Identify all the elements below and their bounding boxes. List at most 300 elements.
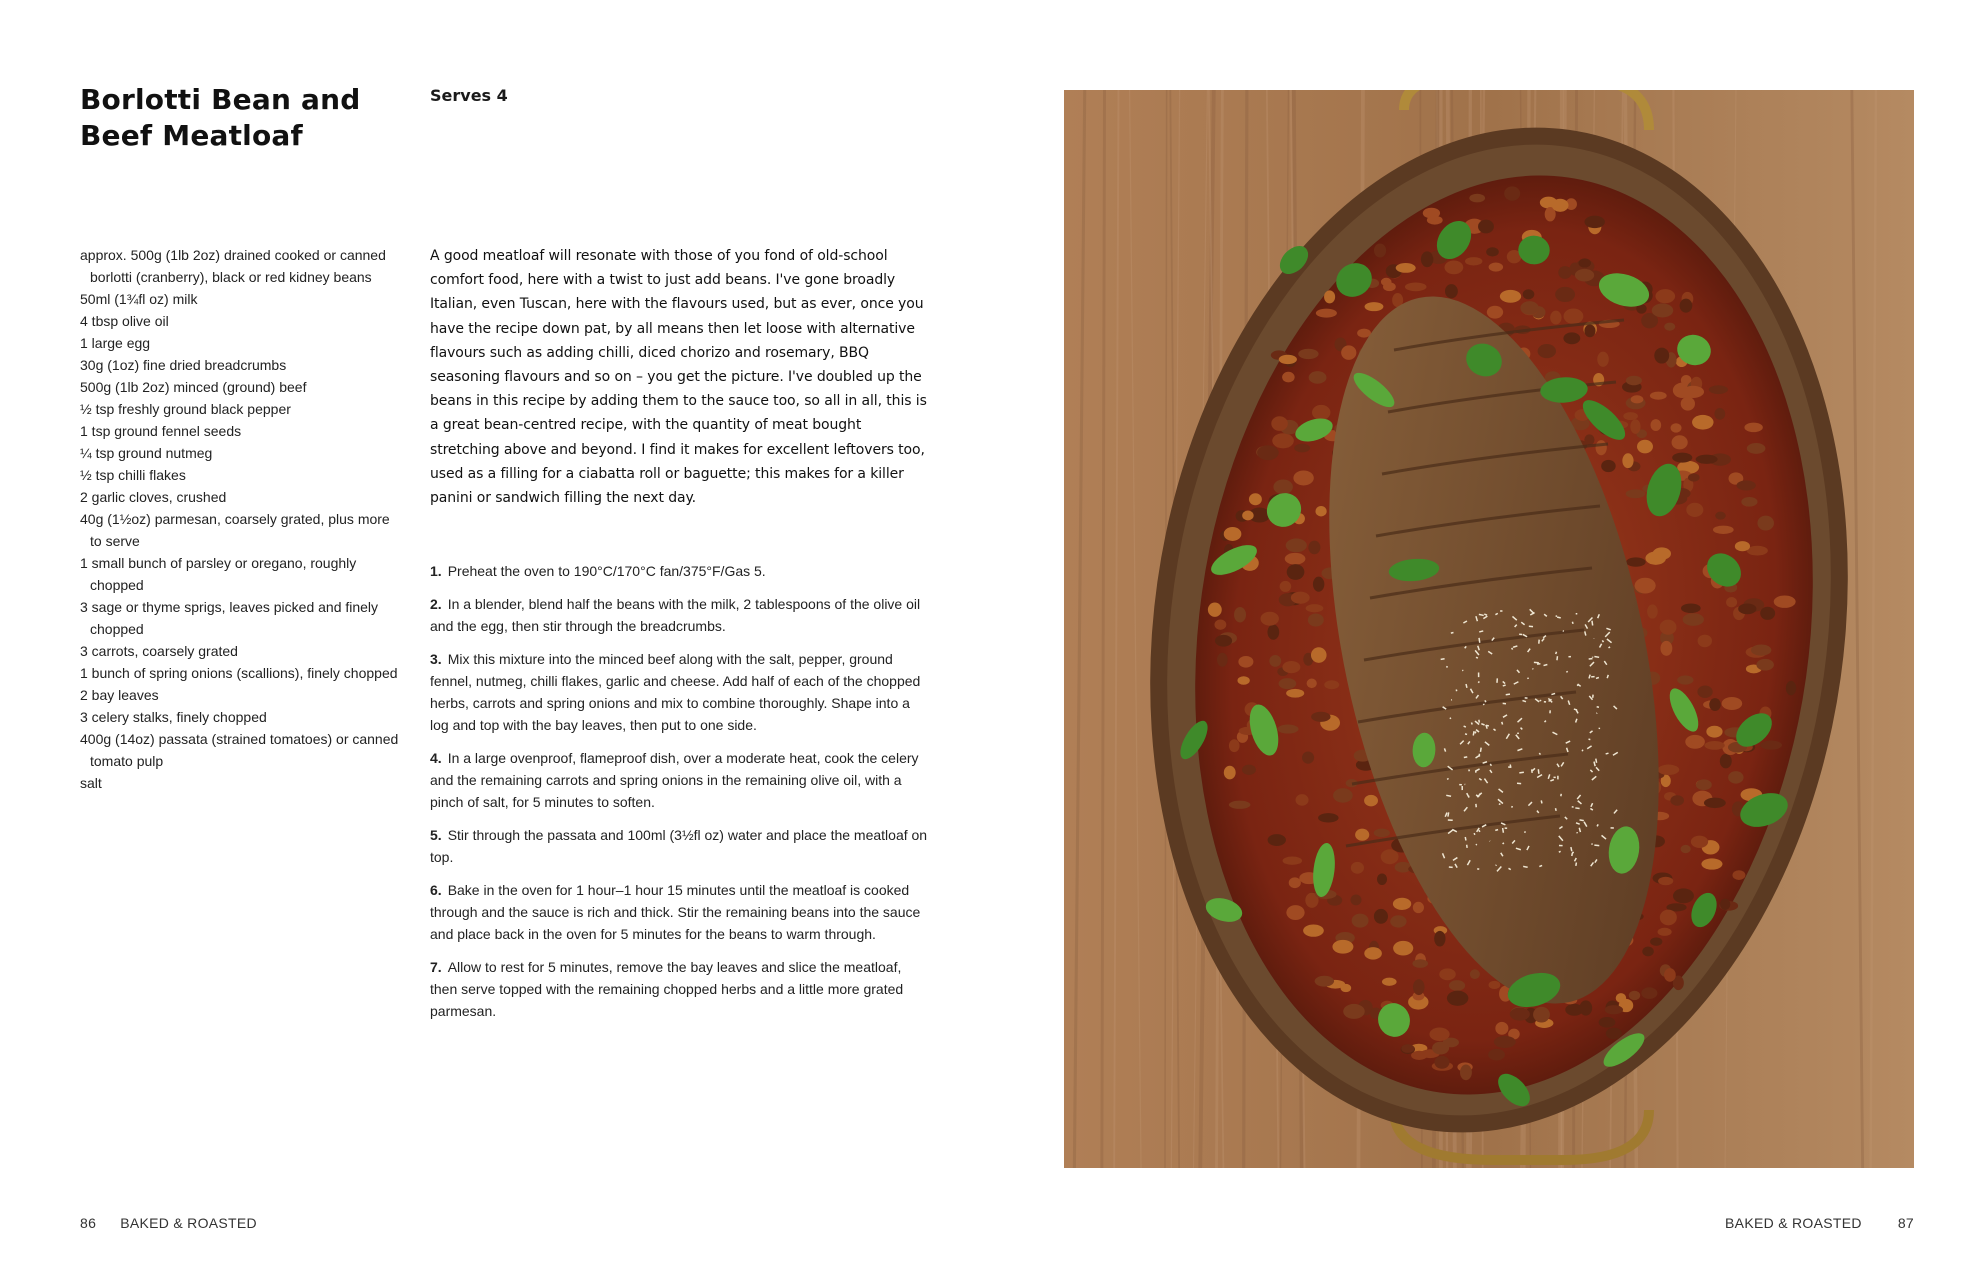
bean xyxy=(1626,489,1646,498)
bean xyxy=(1652,303,1674,317)
bean xyxy=(1298,349,1318,359)
bean xyxy=(1312,405,1330,420)
step-number: 2. xyxy=(430,596,442,612)
parmesan-shred xyxy=(1474,833,1475,835)
bean xyxy=(1728,771,1743,783)
ingredient-item: 500g (1lb 2oz) minced (ground) beef xyxy=(80,379,307,395)
parmesan-shred xyxy=(1502,722,1503,725)
bean xyxy=(1606,1028,1622,1040)
ingredient-list xyxy=(80,244,400,794)
bean xyxy=(1494,1036,1516,1048)
bean xyxy=(1626,376,1642,386)
section-name-left: BAKED & ROASTED xyxy=(120,1215,257,1231)
bean xyxy=(1622,453,1633,468)
bean xyxy=(1681,845,1691,853)
bean xyxy=(1279,678,1297,689)
bean xyxy=(1374,829,1390,838)
parmesan-shred xyxy=(1539,753,1540,754)
bean xyxy=(1234,607,1246,622)
parmesan-shred xyxy=(1592,621,1593,626)
bean xyxy=(1510,1008,1530,1021)
bean xyxy=(1249,493,1262,505)
bean xyxy=(1208,603,1222,617)
parmesan-shred xyxy=(1541,800,1542,803)
parmesan-shred xyxy=(1532,769,1533,773)
bean xyxy=(1350,894,1361,905)
bean xyxy=(1282,372,1295,383)
parmesan-shred xyxy=(1602,640,1603,642)
bean xyxy=(1311,647,1327,663)
bean xyxy=(1623,412,1638,420)
bean xyxy=(1732,870,1745,880)
bean xyxy=(1579,1000,1592,1015)
bean xyxy=(1489,262,1504,271)
method-step xyxy=(430,560,932,582)
bean xyxy=(1286,689,1304,698)
bean xyxy=(1584,216,1604,228)
bean xyxy=(1237,676,1249,685)
bean xyxy=(1741,497,1757,507)
parmesan-shred xyxy=(1503,828,1504,833)
bean xyxy=(1267,625,1279,640)
method-step xyxy=(430,824,932,868)
bean xyxy=(1673,888,1694,903)
bean xyxy=(1599,1017,1616,1028)
bean xyxy=(1760,741,1782,750)
bean xyxy=(1756,659,1774,671)
parmesan-shred xyxy=(1503,843,1504,844)
bean xyxy=(1242,511,1253,521)
bean xyxy=(1670,795,1684,806)
parmesan-shred xyxy=(1479,614,1484,615)
bean xyxy=(1655,289,1675,303)
bean xyxy=(1382,978,1397,986)
bean xyxy=(1429,1027,1449,1041)
bean xyxy=(1308,613,1324,626)
parmesan-shred xyxy=(1465,837,1466,841)
bean xyxy=(1302,752,1314,764)
bean xyxy=(1434,1056,1449,1069)
parmesan-shred xyxy=(1556,808,1557,811)
bean xyxy=(1413,902,1424,913)
parmesan-shred xyxy=(1607,675,1608,678)
bean xyxy=(1439,968,1456,980)
parmesan-shred xyxy=(1466,684,1467,688)
bean xyxy=(1215,635,1232,647)
bean xyxy=(1377,873,1387,885)
method-step xyxy=(430,747,932,813)
bean xyxy=(1308,541,1320,555)
bean xyxy=(1630,419,1640,434)
parmesan-shred xyxy=(1479,631,1483,632)
parmesan-shred xyxy=(1446,795,1451,796)
bean xyxy=(1701,858,1722,869)
bean xyxy=(1626,557,1646,566)
parmesan-shred xyxy=(1522,701,1525,702)
bean xyxy=(1396,263,1416,273)
ingredient-item: 50ml (1¾fl oz) milk xyxy=(80,291,198,307)
parmesan-shred xyxy=(1483,704,1484,705)
parmesan-shred xyxy=(1571,847,1572,851)
parmesan-shred xyxy=(1539,865,1542,866)
bean xyxy=(1364,795,1378,806)
bean xyxy=(1658,765,1680,775)
bean xyxy=(1374,909,1388,924)
bean xyxy=(1538,344,1556,358)
step-text: In a blender, blend half the beans with the milk, 2 tablespoons of the olive oil and the egg, then stir through the breadcrumbs. xyxy=(430,596,921,634)
recipe-title: Borlotti Bean and Beef Meatloaf xyxy=(80,83,361,152)
bean xyxy=(1311,712,1330,722)
parmesan-shred xyxy=(1525,831,1526,832)
step-number: 5. xyxy=(430,827,442,843)
bean xyxy=(1432,1042,1449,1055)
bean xyxy=(1413,979,1425,995)
ingredient-item: 2 garlic cloves, crushed xyxy=(80,489,227,505)
bean xyxy=(1365,302,1384,311)
bean xyxy=(1291,592,1310,604)
bean xyxy=(1629,991,1640,1000)
method-step xyxy=(430,648,932,736)
bean xyxy=(1596,440,1607,455)
bean xyxy=(1470,969,1480,979)
parmesan-shred xyxy=(1579,820,1583,821)
bean xyxy=(1307,679,1317,689)
bean xyxy=(1714,408,1725,420)
bean xyxy=(1296,794,1309,806)
bean xyxy=(1341,345,1356,360)
page-number-right: 87 xyxy=(1897,1215,1914,1231)
ingredient-item: 3 carrots, coarsely grated xyxy=(80,643,238,659)
bean xyxy=(1364,947,1382,959)
bean xyxy=(1280,581,1292,592)
bean xyxy=(1683,613,1704,626)
parmesan-shred xyxy=(1506,694,1510,695)
bean xyxy=(1303,924,1324,936)
bean xyxy=(1294,444,1310,453)
ingredient-item: 3 sage or thyme sprigs, leaves picked and finely chopped xyxy=(80,599,379,637)
bean xyxy=(1696,455,1718,464)
bean xyxy=(1691,836,1708,848)
bean xyxy=(1616,993,1627,1003)
bean xyxy=(1642,947,1654,957)
bean xyxy=(1709,698,1720,711)
bean xyxy=(1469,194,1485,203)
bean xyxy=(1760,607,1775,620)
step-text: Bake in the oven for 1 hour–1 hour 15 minutes until the meatloaf is cooked through and the sauce is rich and thick. Stir the remaining beans into the sauce and place back in the oven for 5 minutes for the beans to warm through. xyxy=(430,882,921,942)
bean xyxy=(1637,440,1653,454)
method-step xyxy=(430,879,932,945)
ingredient-item: 1 bunch of spring onions (scallions), finely chopped xyxy=(80,665,398,681)
parmesan-shred xyxy=(1566,671,1567,672)
parmesan-shred xyxy=(1476,844,1477,845)
bean xyxy=(1242,765,1256,775)
bean xyxy=(1520,301,1538,315)
bean xyxy=(1650,937,1662,946)
ingredient-item: ½ tsp chilli flakes xyxy=(80,467,186,483)
bean xyxy=(1352,914,1369,928)
parmesan-shred xyxy=(1572,853,1573,856)
bean xyxy=(1395,862,1412,873)
bean xyxy=(1564,308,1584,324)
ingredient-item: salt xyxy=(80,775,102,791)
parmesan-shred xyxy=(1447,778,1448,779)
ingredient-item: 3 celery stalks, finely chopped xyxy=(80,709,267,725)
step-number: 4. xyxy=(430,750,442,766)
bean xyxy=(1427,216,1443,225)
bean xyxy=(1696,779,1712,790)
parmesan-shred xyxy=(1559,851,1561,852)
bean xyxy=(1405,282,1427,291)
bean xyxy=(1271,416,1288,431)
parmesan-shred xyxy=(1480,748,1481,752)
bean xyxy=(1550,311,1561,325)
parmesan-shred xyxy=(1576,862,1577,865)
bean xyxy=(1605,1005,1623,1014)
bean xyxy=(1681,397,1695,411)
parmesan-shred xyxy=(1473,731,1474,735)
ingredient-item: ½ tsp freshly ground black pepper xyxy=(80,401,291,417)
bean xyxy=(1660,620,1677,635)
parmesan-shred xyxy=(1462,670,1463,671)
bean xyxy=(1504,186,1520,200)
bean xyxy=(1709,385,1728,394)
bean xyxy=(1488,1049,1505,1061)
bean xyxy=(1735,541,1750,551)
bean xyxy=(1306,604,1324,612)
bean xyxy=(1333,788,1353,803)
bean xyxy=(1680,299,1693,313)
parmesan-shred xyxy=(1451,633,1454,634)
step-text: Allow to rest for 5 minutes, remove the bay leaves and slice the meatloaf, then serve topped with the remaining chopped herbs and a little more grated parmesan. xyxy=(430,959,904,1019)
bean xyxy=(1465,257,1482,265)
bean xyxy=(1747,443,1766,454)
step-text: In a large ovenproof, flameproof dish, over a moderate heat, cook the celery and the remaining carrots and spring onions in the remaining olive oil, with a pinch of salt, for 5 minutes to soften. xyxy=(430,750,919,810)
ingredient-item: approx. 500g (1lb 2oz) drained cooked or canned borlotti (cranberry), black or red kidney beans xyxy=(80,247,386,285)
ingredient-item: 4 tbsp olive oil xyxy=(80,313,169,329)
step-text: Mix this mixture into the minced beef along with the salt, pepper, ground fennel, nutmeg, chilli flakes, garlic and cheese. Add half of each of the chopped herbs, carrots and spring onions and mix to combine thoroughly. Shape into a log and top with the bay leaves, then put to one side. xyxy=(430,651,921,733)
method-step xyxy=(430,593,932,637)
parmesan-shred xyxy=(1469,770,1470,772)
bean xyxy=(1324,680,1339,689)
ingredient-item: 1 small bunch of parsley or oregano, roughly chopped xyxy=(80,555,357,593)
parmesan-shred xyxy=(1519,772,1524,773)
bean xyxy=(1318,813,1338,822)
bean xyxy=(1672,453,1692,463)
parmesan-shred xyxy=(1512,648,1513,650)
parmesan-shred xyxy=(1490,764,1491,766)
bean xyxy=(1654,348,1669,364)
bean xyxy=(1706,726,1722,738)
parmesan-shred xyxy=(1499,804,1501,805)
footer-right xyxy=(1689,1215,1914,1231)
parmesan-shred xyxy=(1465,734,1467,735)
bean xyxy=(1421,251,1433,267)
meatloaf-photo xyxy=(1064,90,1914,1168)
page-number-left: 86 xyxy=(80,1215,97,1231)
parmesan-shred xyxy=(1471,722,1472,724)
parmesan-shred xyxy=(1594,656,1599,657)
parmesan-shred xyxy=(1596,678,1599,679)
bean xyxy=(1381,849,1399,864)
ingredient-item: 400g (14oz) passata (strained tomatoes) or canned tomato pulp xyxy=(80,731,399,769)
bean xyxy=(1351,862,1364,874)
bean xyxy=(1412,959,1428,968)
ingredient-item: 1 large egg xyxy=(80,335,151,351)
bean xyxy=(1664,968,1676,982)
bean xyxy=(1261,612,1279,626)
ingredient-item: ¼ tsp ground nutmeg xyxy=(80,445,213,461)
bean xyxy=(1487,306,1503,319)
bean xyxy=(1658,877,1673,886)
bean xyxy=(1381,278,1392,286)
parmesan-shred xyxy=(1557,617,1561,618)
bean xyxy=(1682,386,1704,398)
bean xyxy=(1289,877,1301,888)
bean xyxy=(1713,526,1734,534)
ingredient-item: 30g (1oz) fine dried breadcrumbs xyxy=(80,357,287,373)
parmesan-shred xyxy=(1448,812,1449,816)
bean xyxy=(1277,725,1298,734)
section-name-right: BAKED & ROASTED xyxy=(1725,1215,1862,1231)
bean xyxy=(1315,976,1334,987)
bean xyxy=(1283,857,1302,865)
bean xyxy=(1324,290,1335,303)
parmesan-shred xyxy=(1496,865,1497,866)
bean xyxy=(1552,199,1569,212)
bean xyxy=(1631,395,1644,403)
parmesan-shred xyxy=(1556,652,1557,654)
ingredient-item: 2 bay leaves xyxy=(80,687,159,703)
bean xyxy=(1660,910,1677,926)
bean xyxy=(1279,355,1297,364)
bean xyxy=(1224,527,1242,541)
parmesan-shred xyxy=(1591,844,1592,845)
bean xyxy=(1650,392,1667,400)
bean xyxy=(1704,798,1726,808)
bean xyxy=(1393,898,1411,910)
bean xyxy=(1664,323,1675,331)
bean xyxy=(1495,1022,1508,1035)
parmesan-shred xyxy=(1538,769,1539,774)
bean xyxy=(1647,604,1658,618)
bean xyxy=(1217,653,1228,667)
bean xyxy=(1786,681,1796,695)
bean xyxy=(1268,834,1286,846)
footer-left xyxy=(80,1215,281,1231)
parmesan-shred xyxy=(1479,830,1480,831)
bean xyxy=(1563,332,1580,344)
bean xyxy=(1286,905,1304,920)
bean xyxy=(1478,220,1494,234)
parmesan-shred xyxy=(1476,657,1478,658)
parmesan-shred xyxy=(1582,750,1583,752)
parmesan-shred xyxy=(1609,647,1611,648)
method-steps xyxy=(430,560,932,1033)
bean xyxy=(1660,641,1672,656)
bean xyxy=(1449,980,1465,991)
parmesan-shred xyxy=(1495,830,1498,831)
bean xyxy=(1774,595,1796,607)
bean xyxy=(1309,371,1327,384)
bean xyxy=(1738,603,1756,614)
bean xyxy=(1460,1065,1472,1081)
parmesan-shred xyxy=(1596,759,1597,763)
parmesan-shred xyxy=(1523,866,1527,867)
bean xyxy=(1273,479,1292,494)
bean xyxy=(1744,423,1762,433)
bean xyxy=(1698,635,1712,648)
bean xyxy=(1751,644,1771,655)
bean xyxy=(1393,941,1413,956)
parmesan-shred xyxy=(1464,726,1466,727)
bean xyxy=(1677,675,1693,684)
parmesan-shred xyxy=(1575,808,1579,809)
bean xyxy=(1434,931,1445,947)
bean xyxy=(1313,577,1324,592)
bean xyxy=(1390,915,1406,927)
bean xyxy=(1704,741,1724,750)
bean xyxy=(1737,480,1756,490)
bean xyxy=(1578,258,1590,267)
bean xyxy=(1635,578,1656,594)
bean xyxy=(1269,655,1281,667)
bean xyxy=(1650,419,1661,431)
bean xyxy=(1715,512,1726,520)
bean xyxy=(1285,553,1306,565)
ingredient-item: 1 tsp ground fennel seeds xyxy=(80,423,242,439)
bean xyxy=(1272,433,1294,448)
parmesan-shred xyxy=(1441,659,1445,660)
parmesan-shred xyxy=(1572,622,1573,624)
parmesan-shred xyxy=(1544,665,1548,666)
bean xyxy=(1447,991,1468,1006)
method-step xyxy=(430,956,932,1022)
bean xyxy=(1555,287,1575,302)
bean xyxy=(1238,656,1253,668)
bean xyxy=(1575,269,1594,282)
bean xyxy=(1332,940,1353,954)
parmesan-shred xyxy=(1545,721,1546,722)
bean xyxy=(1224,766,1236,780)
bean xyxy=(1445,284,1458,298)
bean xyxy=(1641,987,1657,999)
bean xyxy=(1214,619,1226,629)
bean xyxy=(1601,460,1616,472)
meatloaf-illustration xyxy=(1064,90,1914,1168)
parmesan-shred xyxy=(1585,631,1586,635)
bean xyxy=(1343,1004,1365,1019)
step-number: 6. xyxy=(430,882,442,898)
bean xyxy=(1401,1044,1414,1053)
bean xyxy=(1688,473,1700,481)
bean xyxy=(1229,801,1251,809)
parmesan-shred xyxy=(1464,757,1467,758)
parmesan-shred xyxy=(1479,638,1480,643)
bean xyxy=(1692,415,1713,430)
parmesan-shred xyxy=(1485,700,1486,702)
parmesan-shred xyxy=(1478,681,1479,682)
bean xyxy=(1287,564,1305,580)
bean xyxy=(1316,309,1337,318)
step-number: 7. xyxy=(430,959,442,975)
bean xyxy=(1357,329,1371,338)
parmesan-shred xyxy=(1503,685,1506,686)
bean xyxy=(1355,829,1369,841)
bean xyxy=(1282,661,1300,673)
parmesan-shred xyxy=(1597,824,1598,826)
parmesan-shred xyxy=(1606,753,1609,754)
bean xyxy=(1489,981,1501,989)
